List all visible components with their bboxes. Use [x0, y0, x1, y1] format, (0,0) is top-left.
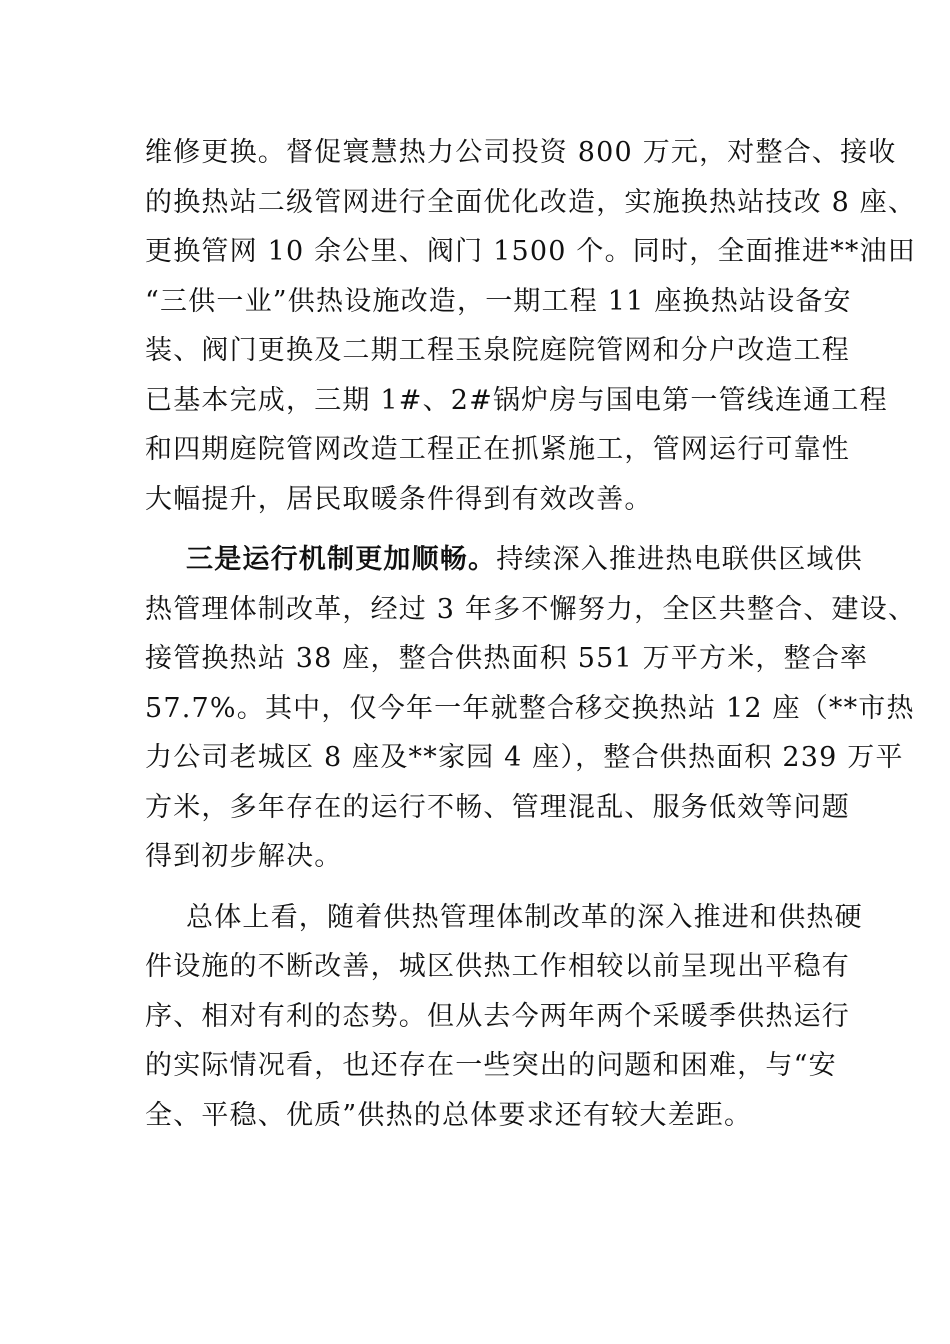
- paragraph-spacer: [145, 882, 810, 893]
- text-line: “三供一业”供热设施改造，一期工程 11 座换热站设备安: [145, 285, 852, 317]
- text-line: 接管换热站 38 座，整合供热面积 551 万平方米，整合率: [145, 643, 869, 674]
- text-line: 大幅提升，居民取暖条件得到有效改善。: [145, 483, 653, 515]
- paragraph-heading: 三是运行机制更加顺畅。: [186, 544, 497, 575]
- paragraph-spacer: [145, 524, 810, 535]
- text-line: 序、相对有利的态势。但从去今两年两个采暖季供热运行: [145, 1000, 850, 1032]
- paragraph-2: [145, 535, 917, 882]
- text-line: 的实际情况看，也还存在一些突出的问题和困难，与“安: [145, 1050, 837, 1081]
- paragraph-1: [145, 128, 917, 524]
- text-line: 总体上看，随着供热管理体制改革的深入推进和供热硬: [186, 901, 863, 933]
- text-line: 更换管网 10 余公里、阀门 1500 个。同时，全面推进**油田: [145, 236, 916, 267]
- text-line: 热管理体制改革，经过 3 年多不懈努力，全区共整合、建设、: [145, 593, 917, 625]
- text-line: 全、平稳、优质”供热的总体要求还有较大差距。: [145, 1099, 753, 1131]
- text-line-with-heading: [145, 535, 863, 585]
- text-line: 和四期庭院管网改造工程正在抓紧施工，管网运行可靠性: [145, 434, 850, 465]
- document-body: [145, 128, 917, 1140]
- text-line: 已基本完成，三期 1#、2#锅炉房与国电第一管线连通工程: [145, 384, 888, 416]
- text-line: 57.7%。其中，仅今年一年就整合移交换热站 12 座（**市热: [145, 692, 915, 724]
- text-line: 件设施的不断改善，城区供热工作相较以前呈现出平稳有: [145, 951, 850, 982]
- text-line: 的换热站二级管网进行全面优化改造，实施换热站技改 8 座、: [145, 186, 917, 218]
- text-line: 得到初步解决。: [145, 841, 343, 872]
- text-line: 维修更换。督促寰慧热力公司投资 800 万元，对整合、接收: [145, 137, 897, 168]
- text-run: 持续深入推进热电联供区域供: [496, 544, 863, 575]
- text-line: 方米，多年存在的运行不畅、管理混乱、服务低效等问题: [145, 791, 850, 823]
- text-line: 装、阀门更换及二期工程玉泉院庭院管网和分户改造工程: [145, 335, 850, 366]
- paragraph-3: [145, 893, 863, 1141]
- text-line: 力公司老城区 8 座及**家园 4 座），整合供热面积 239 万平: [145, 742, 904, 773]
